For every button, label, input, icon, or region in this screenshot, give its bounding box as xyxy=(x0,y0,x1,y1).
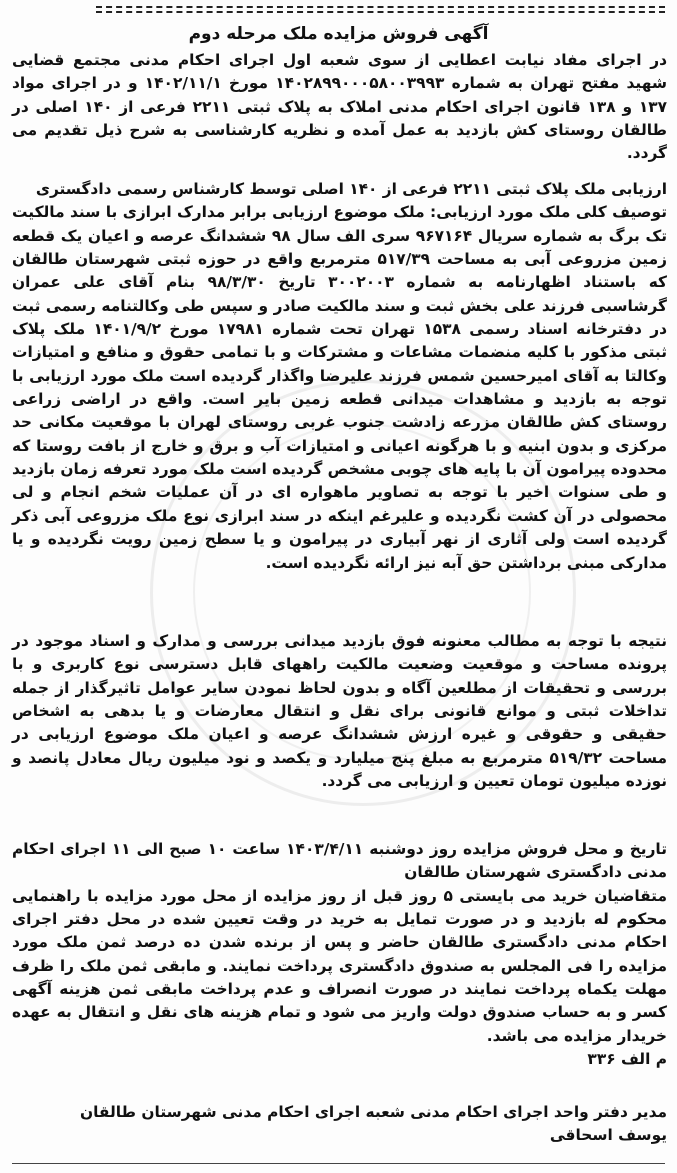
valuation-section xyxy=(12,178,667,575)
top-dashed-rule xyxy=(96,6,665,8)
bottom-rule xyxy=(12,1163,665,1164)
result-text: نتیجه با توجه به مطالب معنونه فوق بازدید میدانی بررسی و مدارک و اسناد موجود در پرونده مساحت و موقعیت وضعیت مالکیت راههای قابل دسترسی نوع کاربری و با بررسی و تحقیقات از مطلعین آگاه و بدون لحاظ نمودن سایر عوامل تاثیرگذار از جمله تداخلات ثبتی و موانع قانونی برای نقل و انتقال معارضات و یا بدهی به اشخاص حقیقی و حقوقی و غیره ارزش ششدانگ عرصه و اعیان ملک موضوع ارزیابی در مساحت ۵۱۹/۳۲ مترمربع به مبلغ پنج میلیارد و یکصد و نود میلیون ریال معادل پانصد و نوزده میلیون تومان تعیین و ارزیابی می گردد. xyxy=(12,632,668,791)
auction-conditions: متقاضیان خرید می بایستی ۵ روز قبل از روز مزایده از محل مورد مزایده با راهنمایی محکوم له بازدید و در صورت تمایل به خرید در وقت تعیین شده در محل دفتر اجرای احکام مدنی دادگستری طالقان حاضر و پس از برنده شدن ده درصد ثمن ملک مورد مزایده را فی المجلس به صندوق دادگستری پرداخت نمایند. و مابقی ثمن ملک را ظرف مهلت یکماه پرداخت نمایند در صورت انصراف و عدم پرداخت مابقی ثمن هزینه آگهی کسر و به حساب صندوق دولت واریز می شود و تمام هزینه های نقل و انتقال به عهده خریدار مزایده می باشد. xyxy=(12,886,667,1045)
valuation-heading: ارزیابی ملک پلاک ثبتی ۲۲۱۱ فرعی از ۱۴۰ اصلی توسط کارشناس رسمی دادگستری xyxy=(35,180,667,198)
top-dashed-rule-secondary xyxy=(96,11,665,13)
reference-code: م الف ۳۳۶ xyxy=(587,1050,667,1069)
notice-headline: آگهی فروش مزایده ملک مرحله دوم xyxy=(188,24,489,44)
intro-paragraph xyxy=(12,49,667,166)
result-section xyxy=(12,630,667,793)
signer-title: مدیر دفتر واحد اجرای احکام مدنی شعبه اجرای احکام مدنی شهرستان طالقان xyxy=(80,1103,667,1121)
valuation-text: توصیف کلی ملک مورد ارزیابی: ملک موضوع ارزیابی برابر مدارک ابرازی با سند مالکیت تک برگ به شماره سریال ۹۶۷۱۶۴ سری الف سال ۹۸ ششدانگ عرصه و اعیان یک قطعه زمین مزروعی آبی به مساحت ۵۱۷/۳۹ مترمربع واقع در حوزه ثبتی شهرستان طالقان که باستناد اظهارنامه به شماره ۳۰۰۲۰۰۳ تاریخ ۹۸/۳/۳۰ بنام آقای علی عمران گرشاسبی فرزند علی بخش ثبت و سند مالکیت صادر و سپس طی وکالتنامه رسمی ثبت در دفترخانه اسناد رسمی ۱۵۳۸ تهران تحت شماره ۱۷۹۸۱ مورخ ۱۴۰۱/۹/۲ ملک پلاک ثبتی مذکور با کلیه منضمات مشاعات و مشترکات و با تمامی حقوق و منافع و امتیازات وکالتا به آقای امیرحسین شمس فرزند علیرضا واگذار گردیده است ملک مورد ارزیابی با توجه به بازدید و مشاهدات میدانی قطعه زمین بایر است. واقع در اراضی زراعی روستای کش طالقان مزرعه زادشت جنوب غربی روستای لهران با موقعیت مکانی حد مرکزی و بدون ابنیه و با هرگونه اعیانی و امتیازات آب و برق و خارج از بافت روستا که محدوده پیرامون آن با پایه های چوبی مشخص گردیده است ملک مورد تعرفه زمان بازدید و طی سنوات اخیر با توجه به تصاویر ماهواره ای در آن عملیات شخم انجام و لی محصولی در آن کشت نگردیده و علیرغم اینکه در سند ابرازی نوع ملک مزروعی آبی ذکر گردیده است ولی آثاری از نهر آبیاری در پیرامون و یا سطح زمین رویت نگردیده و یا مدارکی مبنی برداشتن حق آبه نیز ارائه نگردیده است. xyxy=(12,203,668,572)
auction-section xyxy=(12,838,667,1071)
signature-section xyxy=(12,1101,667,1148)
signer-name: یوسف اسحاقی xyxy=(549,1126,667,1145)
intro-text: در اجرای مفاد نیابت اعطایی از سوی شعبه اول اجرای احکام مدنی مجتمع قضایی شهید مفتح تهران به شماره ۱۴۰۲۸۹۹۰۰۰۵۸۰۰۳۹۹۳ مورخ ۱۴۰۲/۱۱/۱ و در اجرای مواد ۱۳۷ و ۱۳۸ قانون اجرای احکام مدنی املاک به پلاک ثبتی ۲۲۱۱ فرعی از ۱۴۰ اصلی در طالقان روستای کش بازدید به عمل آمده و نظریه کارشناسی به شرح ذیل تقدیم می گردد. xyxy=(12,51,667,163)
auction-datetime: تاریخ و محل فروش مزایده روز دوشنبه ۱۴۰۳/۴/۱۱ ساعت ۱۰ صبح الی ۱۱ اجرای احکام مدنی دادگستری شهرستان طالقان xyxy=(12,840,667,882)
